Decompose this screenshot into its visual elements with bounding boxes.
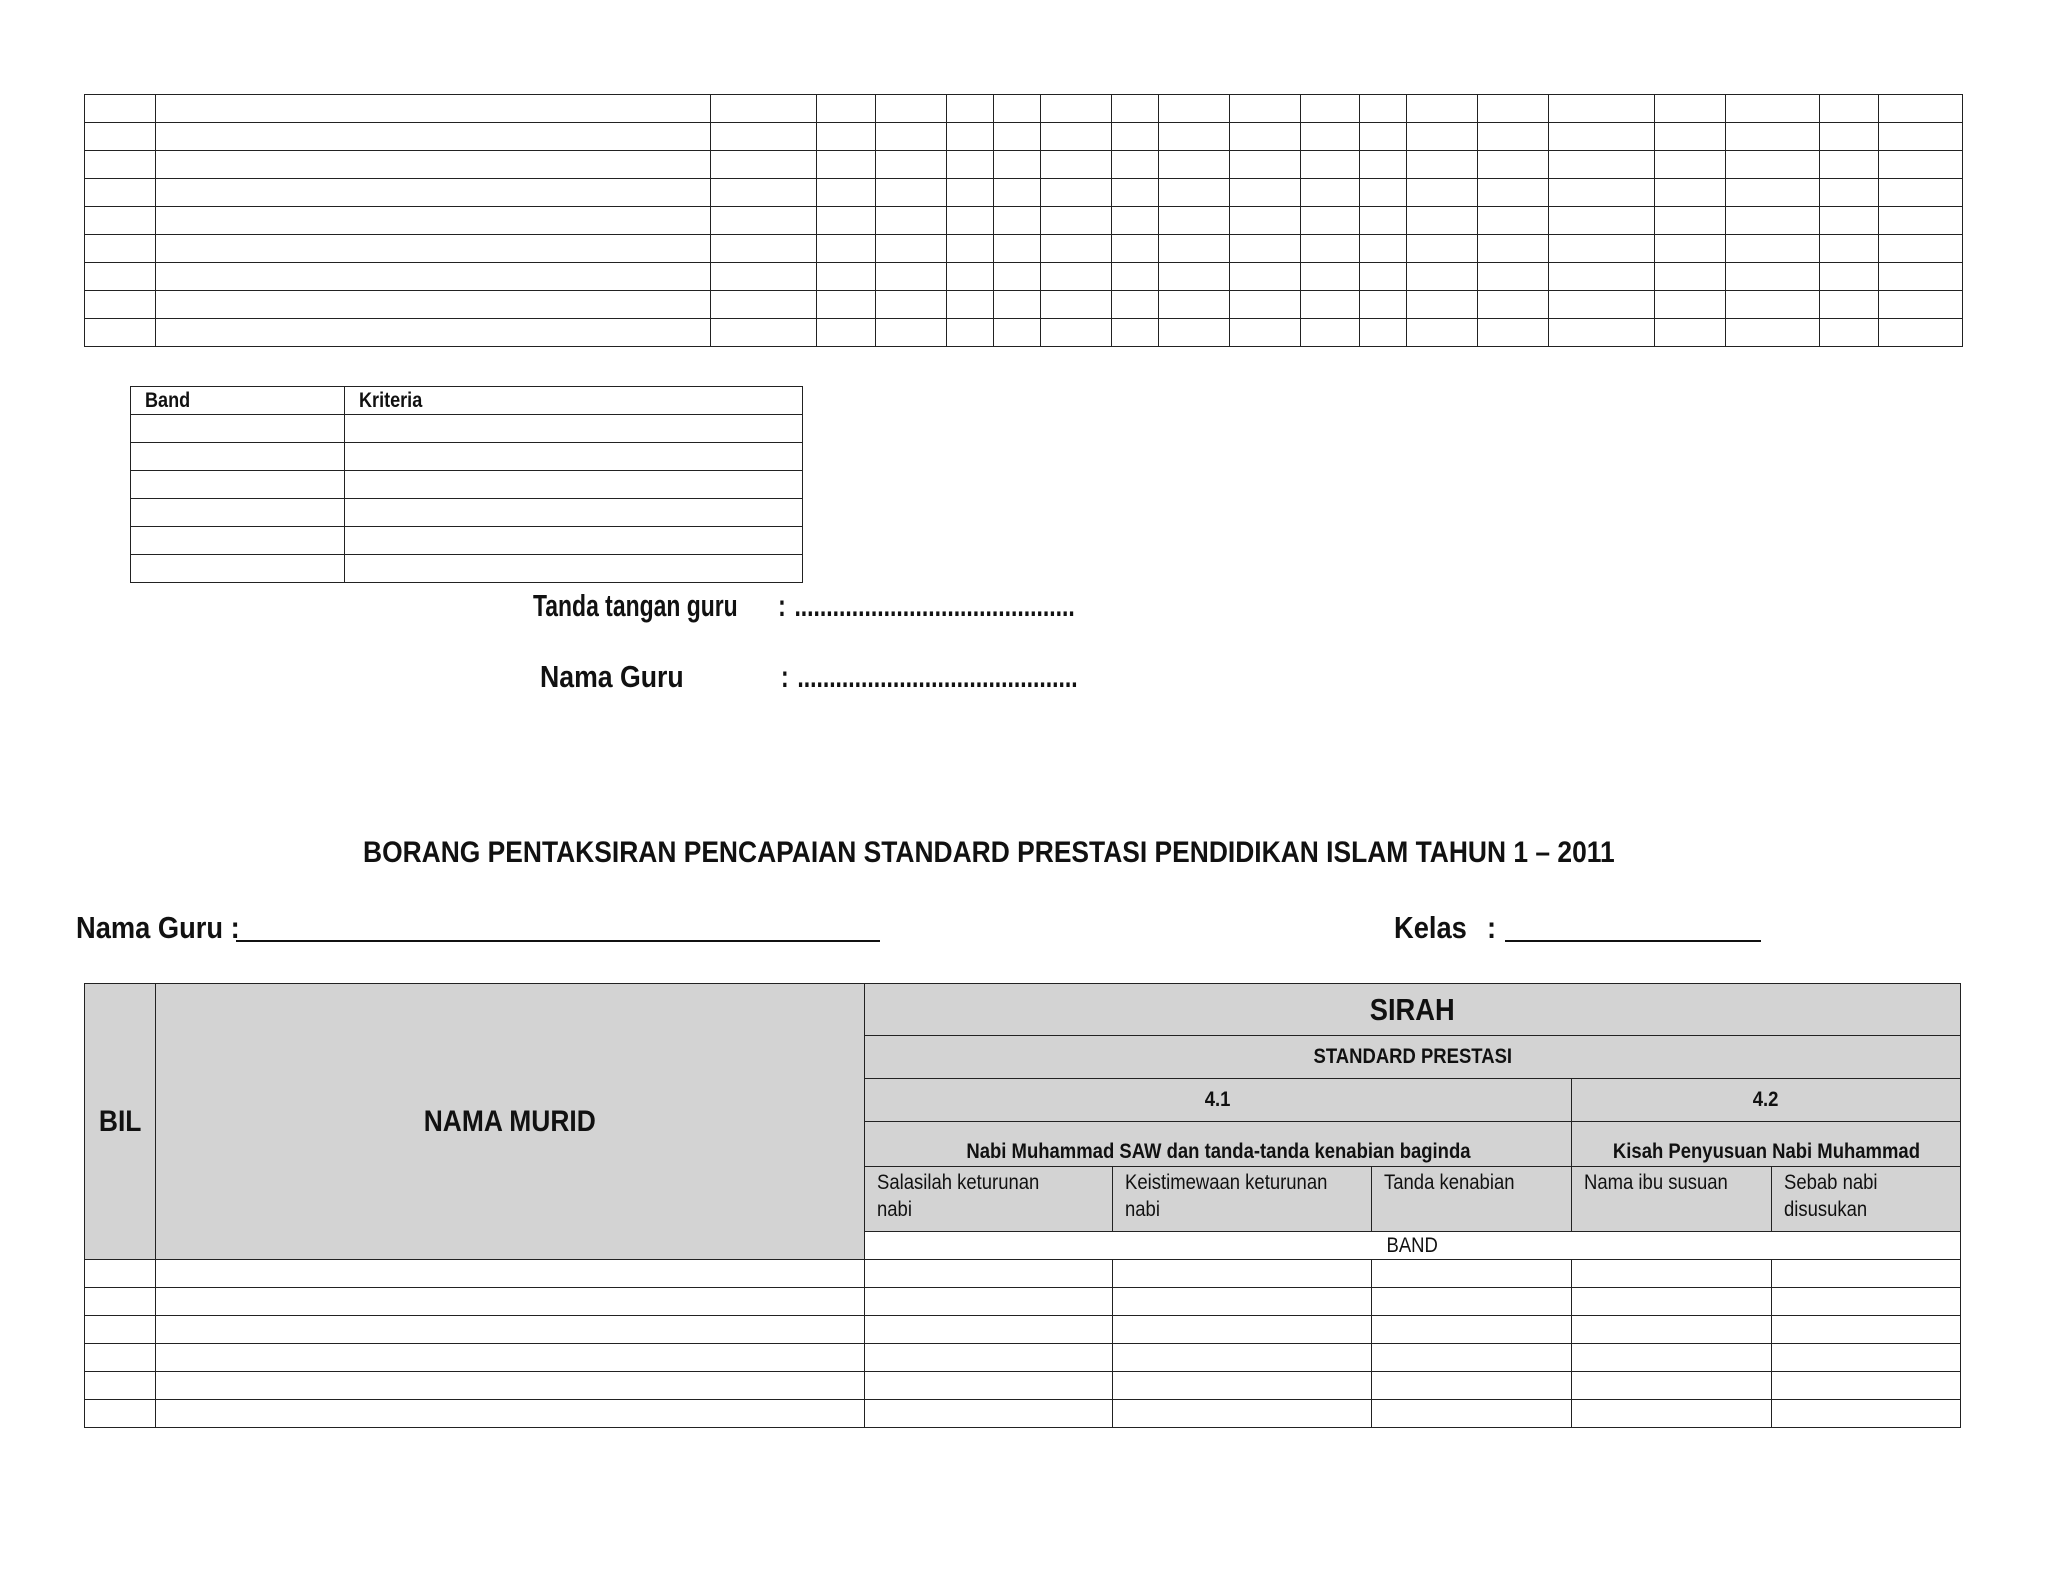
top-grid-cell [1549,263,1655,291]
top-grid-cell [876,179,947,207]
top-grid-cell [1478,235,1549,263]
top-grid-cell [817,95,876,123]
top-grid-cell [1478,123,1549,151]
student-cell [1372,1288,1572,1316]
top-grid-cell [156,235,711,263]
top-grid-cell [711,123,817,151]
student-cell [156,1372,865,1400]
student-cell [156,1288,865,1316]
top-grid-cell [1407,151,1478,179]
student-cell [85,1288,156,1316]
top-grid-cell [1159,207,1230,235]
class-colon: : [1487,910,1497,945]
band-table-row [131,471,803,499]
top-grid-cell [1820,123,1879,151]
top-grid-cell [947,179,994,207]
student-cell [1572,1344,1772,1372]
top-grid-cell [1041,123,1112,151]
student-row [85,1260,1961,1288]
top-grid-cell [1407,179,1478,207]
top-grid-cell [1879,151,1963,179]
criteria-nama-ibu-susuan: Nama ibu susuan [1572,1167,1772,1232]
top-grid-cell [1159,179,1230,207]
student-cell [865,1316,1113,1344]
top-grid-cell [1407,235,1478,263]
class-underline [1505,940,1761,942]
top-grid-cell [994,263,1041,291]
top-grid-cell [1655,123,1726,151]
band-table-cell [345,499,803,527]
student-row [85,1400,1961,1428]
top-grid-cell [947,207,994,235]
top-grid-cell [156,207,711,235]
top-grid-cell [1041,319,1112,347]
top-grid-cell [1879,95,1963,123]
band-label: BAND [865,1232,1961,1260]
top-grid-cell [85,235,156,263]
top-grid-cell [1820,319,1879,347]
top-grid-cell [1112,207,1159,235]
top-grid-cell [876,291,947,319]
top-grid-row [85,319,1964,347]
top-grid-cell [1726,123,1820,151]
top-grid-cell [876,319,947,347]
band-criteria-table [130,386,803,583]
top-grid-cell [711,291,817,319]
top-grid-cell [1820,291,1879,319]
top-grid-cell [711,179,817,207]
top-grid-cell [1360,235,1407,263]
top-grid-cell [994,123,1041,151]
top-grid-cell [1112,319,1159,347]
student-cell [1572,1260,1772,1288]
top-grid-cell [85,319,156,347]
student-cell [865,1400,1113,1428]
band-table-cell [345,443,803,471]
student-cell [1113,1344,1372,1372]
top-grid-cell [1407,263,1478,291]
top-grid-cell [1360,291,1407,319]
top-grid-cell [994,151,1041,179]
top-grid-cell [1159,319,1230,347]
standard-prestasi-header: STANDARD PRESTASI [865,1036,1961,1079]
top-grid-cell [876,151,947,179]
signature-line [533,588,1216,624]
student-cell [1372,1400,1572,1428]
band-table-row [131,443,803,471]
top-grid-cell [1655,95,1726,123]
top-grid-cell [994,95,1041,123]
band-table-cell [131,555,345,583]
student-cell [1113,1400,1372,1428]
top-grid-cell [1820,263,1879,291]
top-grid-cell [1655,207,1726,235]
top-grid-row [85,151,1964,179]
top-grid-cell [1478,319,1549,347]
top-grid-cell [1360,263,1407,291]
top-grid-cell [947,291,994,319]
top-grid-cell [947,151,994,179]
student-cell [1772,1288,1961,1316]
top-grid-cell [1820,207,1879,235]
top-grid-cell [1478,207,1549,235]
top-grid-cell [1726,207,1820,235]
group-4-1-code: 4.1 [865,1079,1572,1122]
nama-murid-header: NAMA MURID [156,984,865,1260]
top-grid-cell [1301,235,1360,263]
top-grid-cell [1655,179,1726,207]
top-grid-cell [1301,263,1360,291]
top-grid-cell [994,291,1041,319]
student-cell [156,1316,865,1344]
top-grid-cell [817,151,876,179]
student-cell [1372,1372,1572,1400]
top-grid-row [85,207,1964,235]
top-grid-cell [1360,179,1407,207]
criteria-tanda-kenabian: Tanda kenabian [1372,1167,1572,1232]
top-grid-cell [1549,207,1655,235]
top-grid-cell [1655,319,1726,347]
top-grid-cell [156,319,711,347]
top-grid-cell [85,207,156,235]
band-header: Band [131,387,345,415]
student-cell [1572,1316,1772,1344]
top-grid-cell [1112,291,1159,319]
group-4-1-title: Nabi Muhammad SAW dan tanda-tanda kenabian baginda [865,1122,1572,1167]
top-grid-cell [711,263,817,291]
top-grid-cell [817,235,876,263]
top-grid-cell [1726,179,1820,207]
top-grid-cell [1726,263,1820,291]
top-grid-cell [1301,123,1360,151]
top-grid-cell [1407,123,1478,151]
band-table-body [131,387,803,583]
top-grid-cell [1478,151,1549,179]
top-grid-cell [711,319,817,347]
top-grid-cell [876,207,947,235]
top-grid-cell [1879,263,1963,291]
student-cell [1113,1288,1372,1316]
student-cell [156,1344,865,1372]
top-grid-cell [1112,263,1159,291]
student-cell [865,1260,1113,1288]
top-grid-cell [1041,207,1112,235]
top-grid-cell [1041,291,1112,319]
student-cell [1113,1372,1372,1400]
top-grid-cell [947,235,994,263]
student-cell [1572,1372,1772,1400]
assessment-table-body [85,984,1961,1428]
band-table-cell [345,527,803,555]
top-grid-cell [1041,95,1112,123]
subject-row [85,984,1961,1036]
top-grid-cell [947,263,994,291]
top-grid-cell [1549,151,1655,179]
class-label: Kelas [1394,910,1467,945]
teacher-name-dots: ............................................ [797,659,1078,694]
top-grid-cell [1159,95,1230,123]
top-grid-cell [85,123,156,151]
student-cell [1113,1260,1372,1288]
student-cell [1113,1316,1372,1344]
student-cell [1372,1316,1572,1344]
top-grid-cell [1159,123,1230,151]
top-grid-cell [1549,235,1655,263]
kriteria-header: Kriteria [345,387,803,415]
top-grid-cell [1879,123,1963,151]
top-grid-cell [711,235,817,263]
top-grid-body [85,95,1964,347]
signature-dots: ............................................ [794,588,1075,623]
student-row [85,1288,1961,1316]
top-grid-cell [1230,179,1301,207]
top-grid-cell [1820,95,1879,123]
subject-header: SIRAH [865,984,1961,1036]
top-grid-cell [1726,235,1820,263]
top-grid-cell [711,207,817,235]
top-grid-cell [817,263,876,291]
top-grid-cell [994,319,1041,347]
top-grid-cell [876,123,947,151]
criteria-keistimewaan: Keistimewaan keturunan nabi [1113,1167,1372,1232]
top-grid-cell [1726,319,1820,347]
teacher-name-underline [236,940,880,942]
top-grid-cell [1041,151,1112,179]
top-grid-row [85,95,1964,123]
top-grid-cell [1230,95,1301,123]
band-table-cell [131,443,345,471]
assessment-table [84,983,1961,1428]
student-cell [156,1400,865,1428]
student-row [85,1344,1961,1372]
top-grid-cell [1655,263,1726,291]
top-grid-cell [1407,319,1478,347]
top-grid-cell [1879,207,1963,235]
signature-label: Tanda tangan guru [533,588,738,623]
top-grid-cell [85,179,156,207]
top-grid-cell [1159,291,1230,319]
band-table-cell [345,471,803,499]
top-grid-cell [1549,291,1655,319]
top-grid-cell [1407,291,1478,319]
top-grid-cell [85,291,156,319]
criteria-sebab-disusukan: Sebab nabi disusukan [1772,1167,1961,1232]
top-grid-cell [711,95,817,123]
top-grid-cell [1301,179,1360,207]
top-grid-cell [1879,235,1963,263]
top-grid-cell [817,319,876,347]
top-grid-cell [994,235,1041,263]
top-grid-cell [947,123,994,151]
top-grid-cell [1360,151,1407,179]
student-cell [85,1316,156,1344]
top-grid-cell [1112,151,1159,179]
top-grid-row [85,291,1964,319]
top-grid-cell [156,95,711,123]
student-row [85,1316,1961,1344]
group-4-2-title: Kisah Penyusuan Nabi Muhammad [1572,1122,1961,1167]
top-grid-cell [156,263,711,291]
band-table-cell [131,527,345,555]
top-grid-cell [1879,179,1963,207]
top-grid-cell [1360,319,1407,347]
band-table-row [131,555,803,583]
teacher-name-colon: : [781,659,789,694]
criteria-salasilah: Salasilah keturunan nabi [865,1167,1113,1232]
top-grid-cell [876,95,947,123]
teacher-name-label: Nama Guru [540,659,684,694]
top-grid-cell [1112,123,1159,151]
band-table-cell [131,471,345,499]
top-grid-cell [1230,123,1301,151]
top-grid-cell [85,263,156,291]
band-table-row [131,499,803,527]
signature-colon: : [778,588,787,623]
student-cell [85,1372,156,1400]
top-grid-cell [947,319,994,347]
bil-header: BIL [85,984,156,1260]
top-grid-cell [711,151,817,179]
top-grid-cell [994,207,1041,235]
top-grid-cell [156,291,711,319]
student-cell [85,1400,156,1428]
top-grid-cell [1655,151,1726,179]
student-cell [1772,1372,1961,1400]
top-grid-row [85,179,1964,207]
top-grid-cell [1230,263,1301,291]
student-cell [156,1260,865,1288]
top-grid-cell [1407,95,1478,123]
student-cell [1772,1260,1961,1288]
student-cell [865,1288,1113,1316]
top-grid-cell [947,95,994,123]
top-grid-cell [156,123,711,151]
top-grid-cell [1159,151,1230,179]
top-grid-cell [1549,179,1655,207]
top-grid-cell [1230,207,1301,235]
student-cell [1372,1260,1572,1288]
top-grid-cell [1301,95,1360,123]
top-grid-cell [1159,235,1230,263]
student-cell [1372,1344,1572,1372]
top-grid-cell [1879,319,1963,347]
top-grid-cell [1230,151,1301,179]
top-grid-cell [1655,291,1726,319]
band-table-row [131,527,803,555]
top-grid-cell [817,123,876,151]
top-grid-cell [817,291,876,319]
top-grid-cell [156,151,711,179]
top-grid-cell [1360,95,1407,123]
top-grid-row [85,235,1964,263]
top-grid-cell [1112,179,1159,207]
top-grid-cell [1820,179,1879,207]
student-cell [1572,1400,1772,1428]
top-grid-cell [1230,235,1301,263]
student-cell [865,1372,1113,1400]
student-cell [865,1344,1113,1372]
top-grid-cell [1820,235,1879,263]
top-grid-cell [876,263,947,291]
top-grid-cell [1549,123,1655,151]
teacher-name-line [781,659,1179,695]
top-grid-cell [85,95,156,123]
top-grid-cell [1360,123,1407,151]
band-table-cell [131,499,345,527]
top-grid-cell [1041,263,1112,291]
form-title: BORANG PENTAKSIRAN PENCAPAIAN STANDARD PRESTASI PENDIDIKAN ISLAM TAHUN 1 – 2011 [363,836,1615,869]
top-grid-cell [1478,291,1549,319]
top-grid-cell [1549,95,1655,123]
top-grid-cell [1301,319,1360,347]
top-grid-cell [876,235,947,263]
top-grid-cell [817,207,876,235]
top-grid-cell [85,151,156,179]
top-grid-cell [1549,319,1655,347]
band-table-cell [131,415,345,443]
top-grid-cell [1726,151,1820,179]
group-4-2-code: 4.2 [1572,1079,1961,1122]
student-row [85,1372,1961,1400]
band-table-cell [345,415,803,443]
top-grid-cell [1041,179,1112,207]
top-grid-cell [1230,291,1301,319]
band-table-cell [345,555,803,583]
top-grid-cell [1478,95,1549,123]
student-cell [85,1260,156,1288]
top-grid-cell [1360,207,1407,235]
top-grid-row [85,123,1964,151]
form-teacher-label: Nama Guru : [76,910,240,945]
top-grid-cell [1407,207,1478,235]
top-grid-cell [994,179,1041,207]
top-grid-cell [1159,263,1230,291]
student-cell [1772,1344,1961,1372]
top-grid-row [85,263,1964,291]
top-grid-cell [817,179,876,207]
top-grid-cell [1041,235,1112,263]
student-cell [1572,1288,1772,1316]
student-cell [1772,1316,1961,1344]
top-grid-cell [1478,179,1549,207]
top-grid-cell [1301,207,1360,235]
student-cell [85,1344,156,1372]
top-grid-cell [1726,291,1820,319]
top-grid-cell [1820,151,1879,179]
student-cell [1772,1400,1961,1428]
top-grid-cell [1478,263,1549,291]
top-grid-cell [1301,291,1360,319]
top-grid-cell [1301,151,1360,179]
top-grid-cell [1112,95,1159,123]
top-grid-cell [1726,95,1820,123]
top-grid-cell [156,179,711,207]
top-grid-cell [1230,319,1301,347]
top-empty-grid [84,94,1964,347]
band-table-header-row [131,387,803,415]
top-grid-cell [1879,291,1963,319]
top-grid-cell [1112,235,1159,263]
top-grid-cell [1655,235,1726,263]
band-table-row [131,415,803,443]
